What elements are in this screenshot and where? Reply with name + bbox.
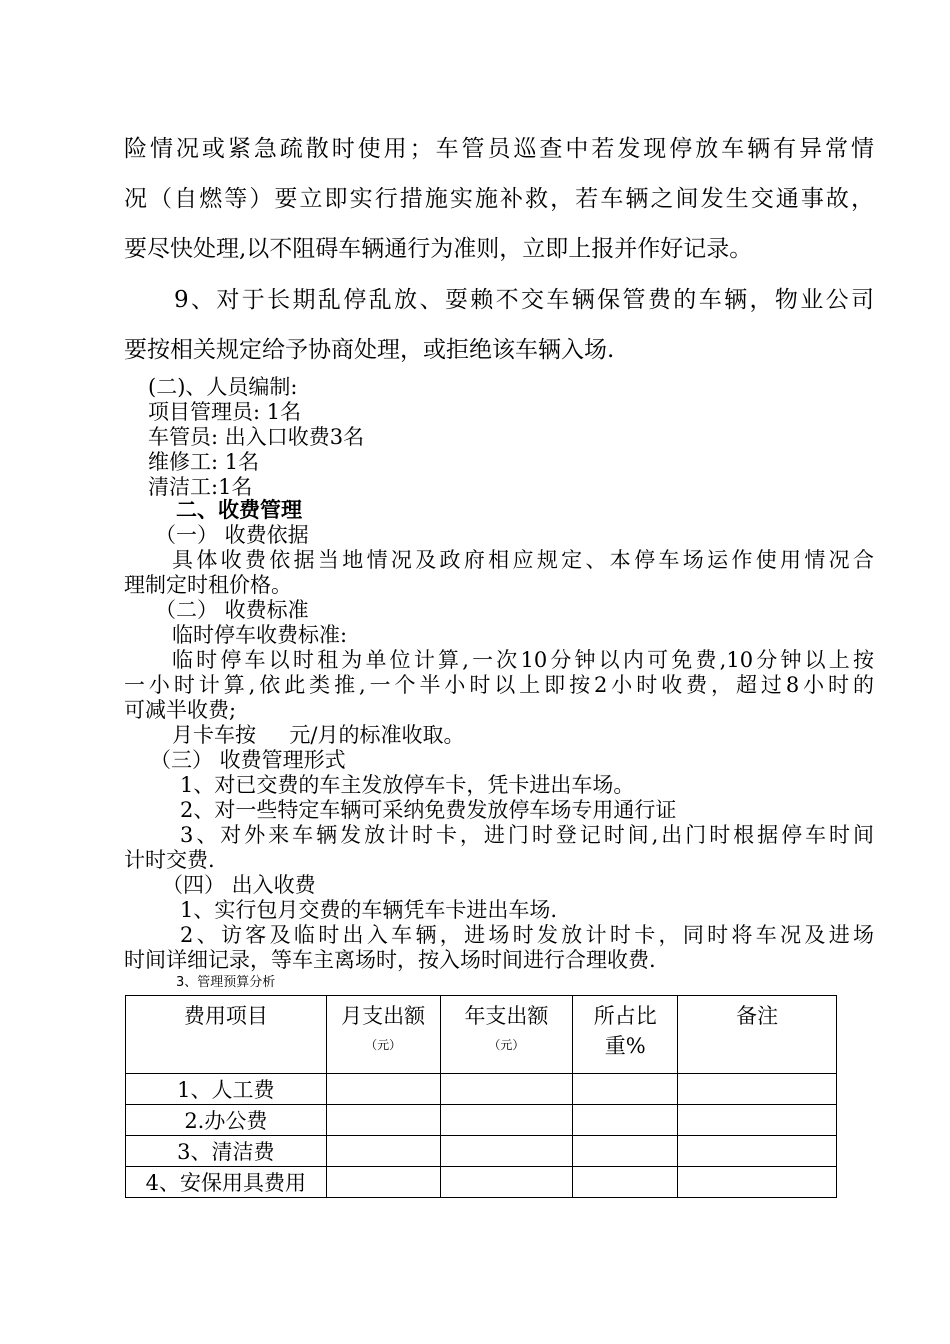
paragraph-line: 9、对于长期乱停乱放、耍赖不交车辆保管费的车辆，物业公司 [174, 287, 874, 313]
paragraph-line: 要尽快处理,以不阻碍车辆通行为准则，立即上报并作好记录。 [124, 236, 753, 262]
subsection-heading: （三） 收费管理形式 [150, 748, 346, 772]
row-cell [440, 1167, 573, 1198]
staffing-heading: (二)、人员编制: [148, 375, 298, 399]
header-share [573, 996, 678, 1074]
row-cell [440, 1105, 573, 1136]
row-cell [573, 1105, 678, 1136]
header-share-line1: 所占比 [593, 1004, 657, 1028]
header-yearly [440, 996, 573, 1074]
list-item: 2、对一些特定车辆可采纳免费发放停车场专用通行证 [180, 798, 677, 822]
header-item [126, 996, 327, 1074]
header-item-label: 费用项目 [183, 1004, 268, 1028]
row-item: 3、清洁费 [126, 1136, 327, 1167]
row-cell [678, 1136, 837, 1167]
paragraph-line: 计时交费. [124, 848, 215, 872]
paragraph-line: 况（自燃等）要立即实行措施实施补救，若车辆之间发生交通事故， [124, 186, 874, 212]
header-yearly-unit: （元） [488, 1038, 525, 1052]
staffing-item: 清洁工:1名 [148, 475, 253, 499]
table-row [126, 1105, 837, 1136]
row-cell [678, 1105, 837, 1136]
paragraph-line: 可减半收费; [124, 698, 237, 722]
paragraph-line: 要按相关规定给予协商处理，或拒绝该车辆入场. [124, 337, 615, 363]
row-cell [326, 1167, 440, 1198]
header-yearly-label: 年支出额 [464, 1004, 549, 1028]
header-notes [678, 996, 837, 1074]
list-item: 1、对已交费的车主发放停车卡，凭卡进出车场。 [180, 773, 635, 797]
subsection-heading: （一） 收费依据 [155, 523, 309, 547]
paragraph-line: 临时停车以时租为单位计算,一次10分钟以内可免费,10分钟以上按 [172, 648, 874, 672]
row-cell [326, 1105, 440, 1136]
row-cell [678, 1167, 837, 1198]
paragraph-line: 险情况或紧急疏散时使用；车管员巡查中若发现停放车辆有异常情 [124, 136, 874, 162]
table-row [126, 1167, 837, 1198]
budget-table [125, 995, 837, 1198]
paragraph-line: 一小时计算,依此类推,一个半小时以上即按2小时收费，超过8小时的 [124, 673, 874, 697]
row-cell [326, 1074, 440, 1105]
row-item: 2.办公费 [126, 1105, 327, 1136]
header-notes-label: 备注 [736, 1004, 779, 1028]
row-cell [440, 1136, 573, 1167]
staffing-item: 项目管理员: 1名 [148, 400, 302, 424]
row-cell [573, 1074, 678, 1105]
paragraph-line: 临时停车收费标准: [172, 623, 348, 647]
table-row [126, 1136, 837, 1167]
paragraph-line: 月卡车按 元/月的标准收取。 [172, 723, 465, 747]
row-cell [573, 1136, 678, 1167]
row-cell [326, 1136, 440, 1167]
subsection-heading: （二） 收费标准 [155, 598, 309, 622]
list-item: 2、访客及临时出入车辆，进场时发放计时卡，同时将车况及进场 [180, 923, 874, 947]
row-cell [573, 1167, 678, 1198]
row-cell [678, 1074, 837, 1105]
table-header-row [126, 996, 837, 1074]
header-monthly [326, 996, 440, 1074]
header-share-line2: 重% [604, 1034, 646, 1058]
subsection-heading: （四） 出入收费 [162, 873, 316, 897]
row-item: 1、人工费 [126, 1074, 327, 1105]
header-monthly-unit: （元） [365, 1038, 402, 1052]
paragraph-line: 理制定时租价格。 [124, 573, 292, 597]
section-title: 二、收费管理 [176, 498, 302, 522]
list-item: 3、对外来车辆发放计时卡，进门时登记时间,出门时根据停车时间 [180, 823, 874, 847]
row-item: 4、安保用具费用 [126, 1167, 327, 1198]
row-cell [440, 1074, 573, 1105]
paragraph-line: 时间详细记录，等车主离场时，按入场时间进行合理收费. [124, 948, 656, 972]
staffing-item: 维修工: 1名 [148, 450, 260, 474]
paragraph-line: 具体收费依据当地情况及政府相应规定、本停车场运作使用情况合 [172, 548, 874, 572]
table-row [126, 1074, 837, 1105]
staffing-item: 车管员: 出入口收费3名 [148, 425, 365, 449]
list-item: 1、实行包月交费的车辆凭车卡进出车场. [180, 898, 558, 922]
header-monthly-label: 月支出额 [341, 1004, 426, 1028]
table-caption: 3、管理预算分析 [176, 975, 276, 990]
